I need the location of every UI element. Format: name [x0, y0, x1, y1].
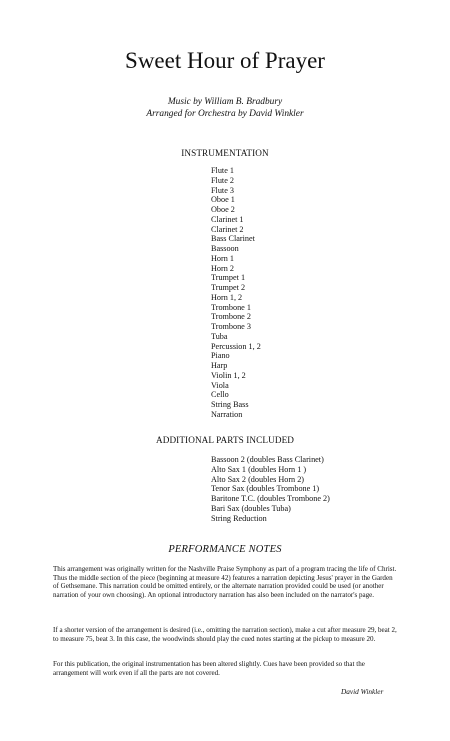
instrument-item: Flute 1	[211, 166, 234, 175]
instrument-item: Viola	[211, 380, 229, 390]
note-paragraph: For this publication, the original instrumentation has been altered slightly. Cues have been provided so that the arrangement will work even if all the parts are not covered.	[53, 660, 365, 677]
instrument-item: Harp	[211, 361, 228, 370]
instrument-item: Oboe 1	[211, 195, 235, 205]
note-paragraph: This arrangement was originally written for the Nashville Praise Symphony as part of a program tracing the life of Christ. Thus the middle section of the piece (beginning at measure 42) features a narration depicting Jesus' prayer in the Garden of Gethsemane. This narration could be omitted entirely, or the alternate narration provided could be used (or another narration of your own choosing). An optional introductory narration has also been included on the narrator's page.	[53, 565, 397, 600]
instrument-item: Flute 3	[211, 185, 234, 195]
note-paragraph: If a shorter version of the arrangement is desired (i.e., omitting the narration section), make a cut after measure 29, beat 2, to measure 75, beat 3. In this case, the woodwinds should play the cued notes starting at the pickup to measure 20.	[53, 626, 397, 643]
additional-part-item: Tenor Sax (doubles Trombone 1)	[211, 484, 320, 494]
instrument-item: Cello	[211, 390, 229, 400]
instrument-item: Trumpet 2	[211, 283, 246, 292]
instrument-item: Bass Clarinet	[211, 234, 255, 244]
instrument-item: Narration	[211, 409, 243, 419]
instrument-item: Trombone 3	[211, 322, 251, 331]
instrument-item: Violin 1, 2	[211, 370, 246, 380]
instrument-item: Piano	[211, 351, 230, 361]
additional-part-item: Baritone T.C. (doubles Trombone 2)	[211, 494, 330, 503]
credits	[0, 96, 450, 120]
additional-part-item: String Reduction	[211, 513, 267, 523]
performance-notes-heading: PERFORMANCE NOTES	[168, 544, 282, 555]
instrument-item: Trumpet 1	[211, 273, 246, 283]
instrument-item: Clarinet 1	[211, 214, 244, 224]
instrument-item: Horn 2	[211, 263, 234, 273]
instrument-item: Horn 1, 2	[211, 292, 243, 302]
instrument-item: Oboe 2	[211, 205, 235, 214]
instrument-item: String Bass	[211, 400, 249, 409]
signature: David Winkler	[341, 687, 384, 696]
instrument-item: Trombone 2	[211, 312, 251, 322]
instrument-item: Percussion 1, 2	[211, 341, 261, 351]
instrument-item: Bassoon	[211, 244, 239, 253]
composer-credit: Music by William B. Bradbury	[167, 97, 283, 107]
instrument-item: Horn 1	[211, 253, 234, 263]
instrument-item: Flute 2	[211, 175, 234, 185]
additional-part-item: Bassoon 2 (doubles Bass Clarinet)	[211, 455, 324, 464]
page-title: Sweet Hour of Prayer	[125, 48, 325, 73]
additional-part-item: Bari Sax (doubles Tuba)	[211, 503, 291, 513]
additional-part-item: Alto Sax 2 (doubles Horn 2)	[211, 474, 305, 484]
instrument-item: Trombone 1	[211, 302, 251, 312]
instrument-item: Tuba	[211, 331, 228, 341]
instrument-item: Clarinet 2	[211, 224, 244, 234]
instrumentation-heading: INSTRUMENTATION	[181, 148, 269, 158]
additional-part-item: Alto Sax 1 (doubles Horn 1 )	[211, 464, 307, 474]
additional-parts-heading: ADDITIONAL PARTS INCLUDED	[155, 435, 295, 445]
instrumentation-list	[211, 166, 261, 420]
arranger-credit: Arranged for Orchestra by David Winkler	[146, 109, 304, 119]
additional-parts-list	[211, 455, 330, 523]
